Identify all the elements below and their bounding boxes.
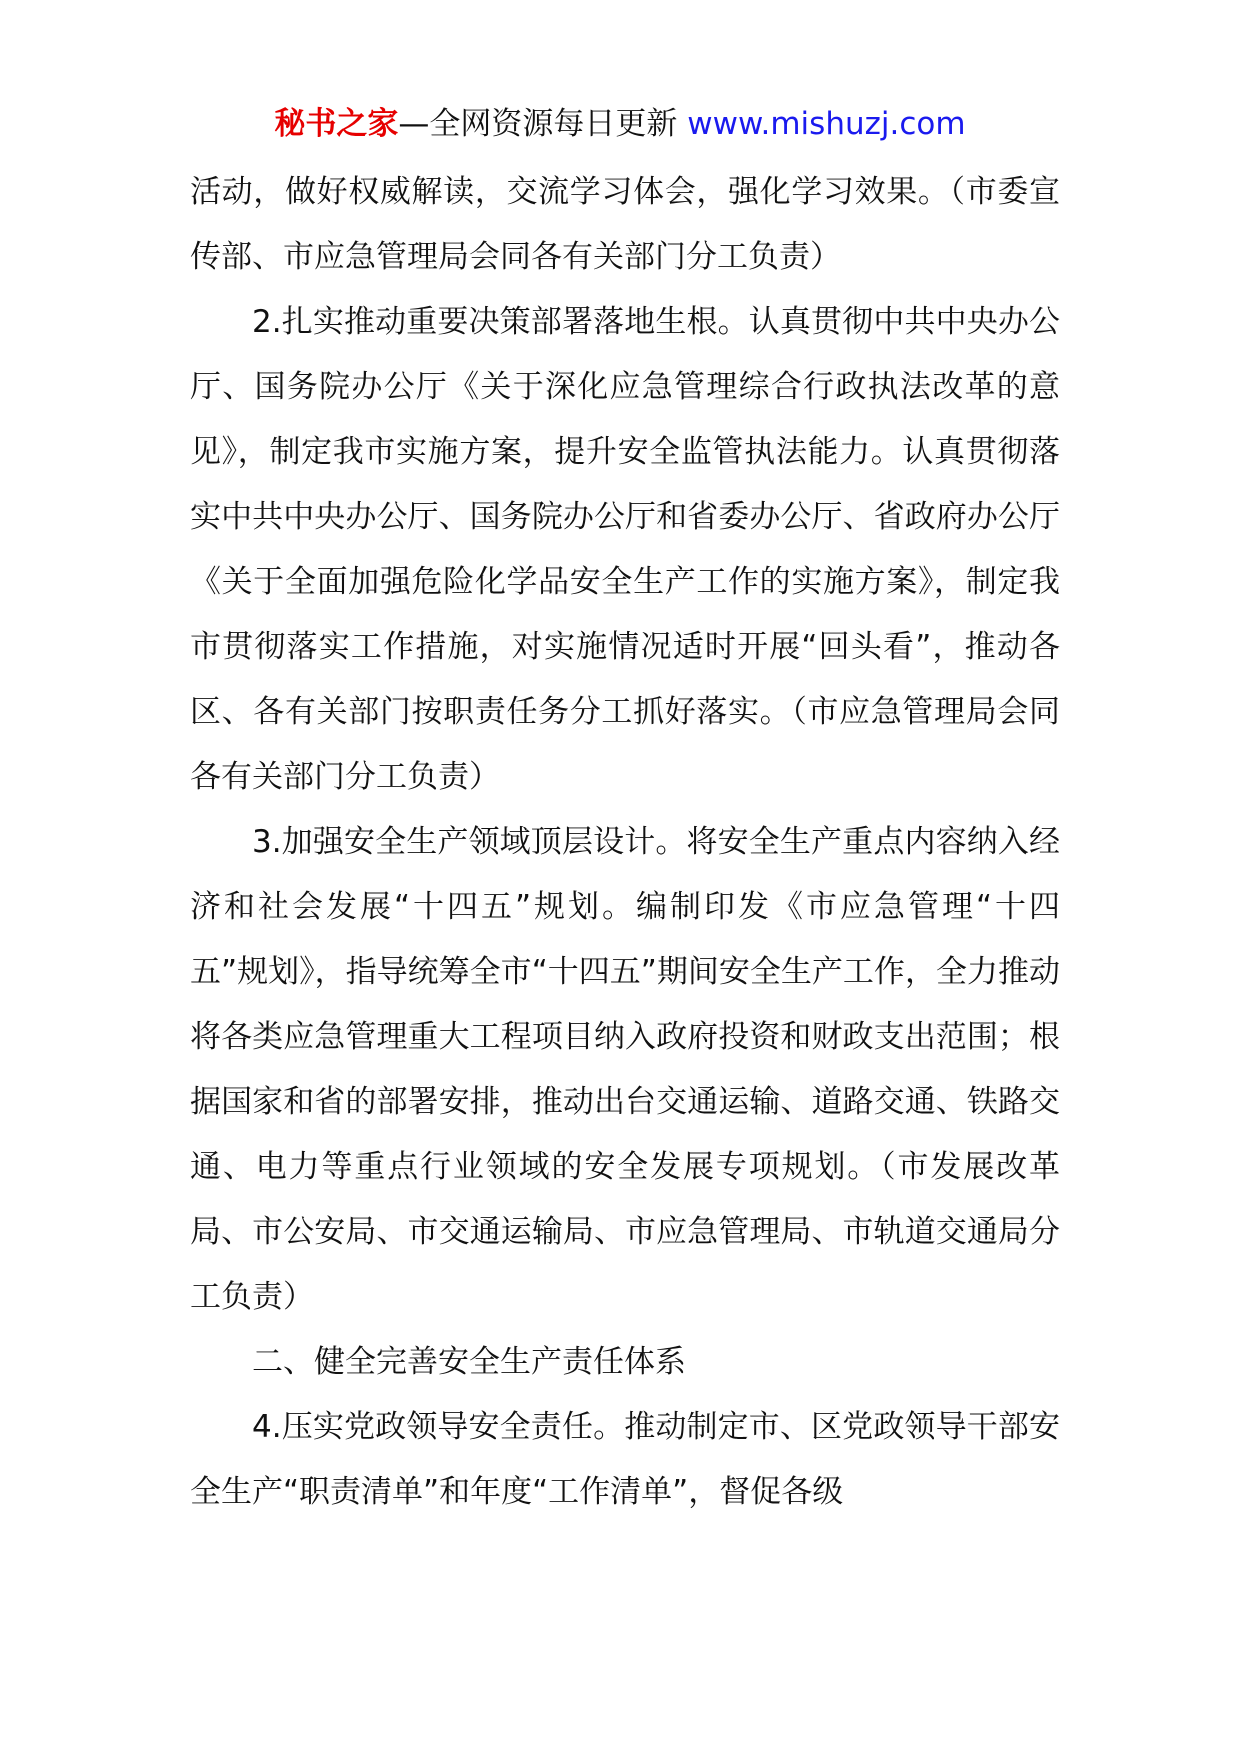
header-tagline: —全网资源每日更新 xyxy=(398,106,678,142)
document-body xyxy=(190,160,1060,1525)
site-url-link[interactable]: www.mishuzj.com xyxy=(687,106,966,142)
brand-name: 秘书之家 xyxy=(274,106,399,142)
paragraph-item-4: 4.压实党政领导安全责任。推动制定市、区党政领导干部安全生产“职责清单”和年度“工作清单”，督促各级 xyxy=(190,1409,1060,1510)
site-header xyxy=(0,100,1240,148)
paragraph-continuation: 活动，做好权威解读，交流学习体会，强化学习效果。（市委宣传部、市应急管理局会同各有关部门分工负责） xyxy=(190,174,1060,275)
section-heading-2: 二、健全完善安全生产责任体系 xyxy=(252,1344,686,1380)
paragraph-item-3: 3.加强安全生产领域顶层设计。将安全生产重点内容纳入经济和社会发展“十四五”规划。编制印发《市应急管理“十四五”规划》，指导统筹全市“十四五”期间安全生产工作，全力推动将各类应急管理重大工程项目纳入政府投资和财政支出范围；根据国家和省的部署安排，推动出台交通运输、道路交通、铁路交通、电力等重点行业领域的安全发展专项规划。（市发展改革局、市公安局、市交通运输局、市应急管理局、市轨道交通局分工负责） xyxy=(190,824,1060,1315)
paragraph-item-2: 2.扎实推动重要决策部署落地生根。认真贯彻中共中央办公厅、国务院办公厅《关于深化应急管理综合行政执法改革的意见》，制定我市实施方案，提升安全监管执法能力。认真贯彻落实中共中央办公厅、国务院办公厅和省委办公厅、省政府办公厅《关于全面加强危险化学品安全生产工作的实施方案》，制定我市贯彻落实工作措施，对实施情况适时开展“回头看”，推动各区、各有关部门按职责任务分工抓好落实。（市应急管理局会同各有关部门分工负责） xyxy=(190,304,1060,795)
